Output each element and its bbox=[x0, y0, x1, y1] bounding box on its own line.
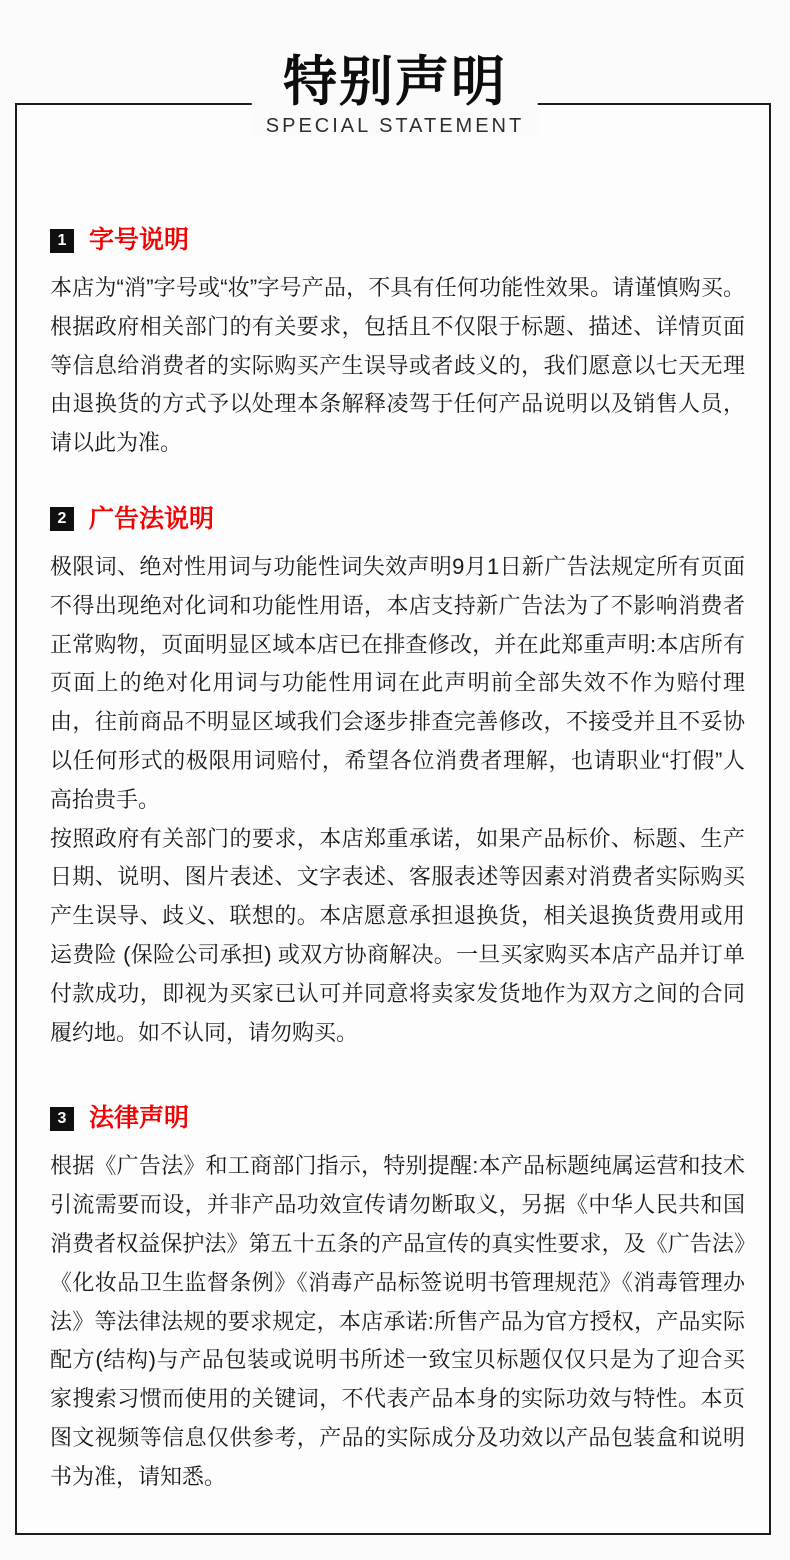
section-heading: 法律声明 bbox=[89, 1104, 190, 1133]
content-frame bbox=[15, 103, 771, 1535]
section-heading: 广告法说明 bbox=[89, 504, 215, 533]
section-heading-row bbox=[50, 1106, 745, 1131]
section-paragraph: 按照政府有关部门的要求，本店郑重承诺，如果产品标价、标题、生产日期、说明、图片表述、文字表述、客服表述等因素对消费者实际购买产生误导、歧义、联想的。本店愿意承担退换货，相关退换货费用或用运费险 (保险公司承担) 或双方协商解决。一旦买家购买本店产品并订单付款成功，即视为买家已认可并同意将卖家发货地作为双方之间的合同履约地。如不认同，请勿购买。 bbox=[50, 825, 745, 1045]
section-paragraph: 本店为“消”字号或“妆”字号产品，不具有任何功能性效果。请谨慎购买。根据政府相关部门的有关要求，包括且不仅限于标题、描述、详情页面等信息给消费者的实际购买产生误导或者歧义的，我们愿意以七天无理由退换货的方式予以处理本条解释凌驾于任何产品说明以及销售人员，请以此为准。 bbox=[50, 275, 745, 456]
section-paragraph: 极限词、绝对性用词与功能性词失效声明9月1日新广告法规定所有页面不得出现绝对化词和功能性用语，本店支持新广告法为了不影响消费者正常购物，页面明显区域本店已在排查修改，并在此郑重声明:本店所有页面上的绝对化用词与功能性用词在此声明前全部失效不作为赔付理由，往前商品不明显区域我们会逐步排查完善修改，不接受并且不妥协以任何形式的极限用词赔付，希望各位消费者理解，也请职业“打假”人高抬贵手。 bbox=[50, 553, 745, 812]
page-title: 特别声明 bbox=[282, 52, 507, 112]
section-number-badge: 1 bbox=[50, 229, 74, 253]
section-font-size-statement bbox=[50, 228, 745, 463]
section-heading-row bbox=[50, 228, 745, 253]
section-paragraph: 根据《广告法》和工商部门指示，特别提醒:本产品标题纯属运营和技术引流需要而设，并非产品功效宣传请勿断取义，另据《中华人民共和国消费者权益保护法》第五十五条的产品宣传的真实性要求，及《广告法》《化妆品卫生监督条例》《消毒产品标签说明书管理规范》《消毒管理办法》等法律法规的要求规定，本店承诺:所售产品为官方授权，产品实际配方(结构)与产品包装或说明书所述一致宝贝标题仅仅只是为了迎合买家搜索习惯而使用的关键词，不代表产品本身的实际功效与特性。本页图文视频等信息仅供参考，产品的实际成分及功效以产品包装盒和说明书为准，请知悉。 bbox=[50, 1153, 745, 1489]
section-heading-row bbox=[50, 504, 745, 533]
section-heading: 字号说明 bbox=[89, 226, 190, 254]
section-legal-statement bbox=[50, 1106, 745, 1496]
section-number-badge: 3 bbox=[50, 1107, 74, 1131]
page-title-block bbox=[252, 52, 538, 137]
section-advertising-law-statement bbox=[50, 504, 745, 1052]
page-subtitle: SPECIAL STATEMENT bbox=[265, 115, 525, 137]
section-number-badge: 2 bbox=[50, 507, 74, 531]
